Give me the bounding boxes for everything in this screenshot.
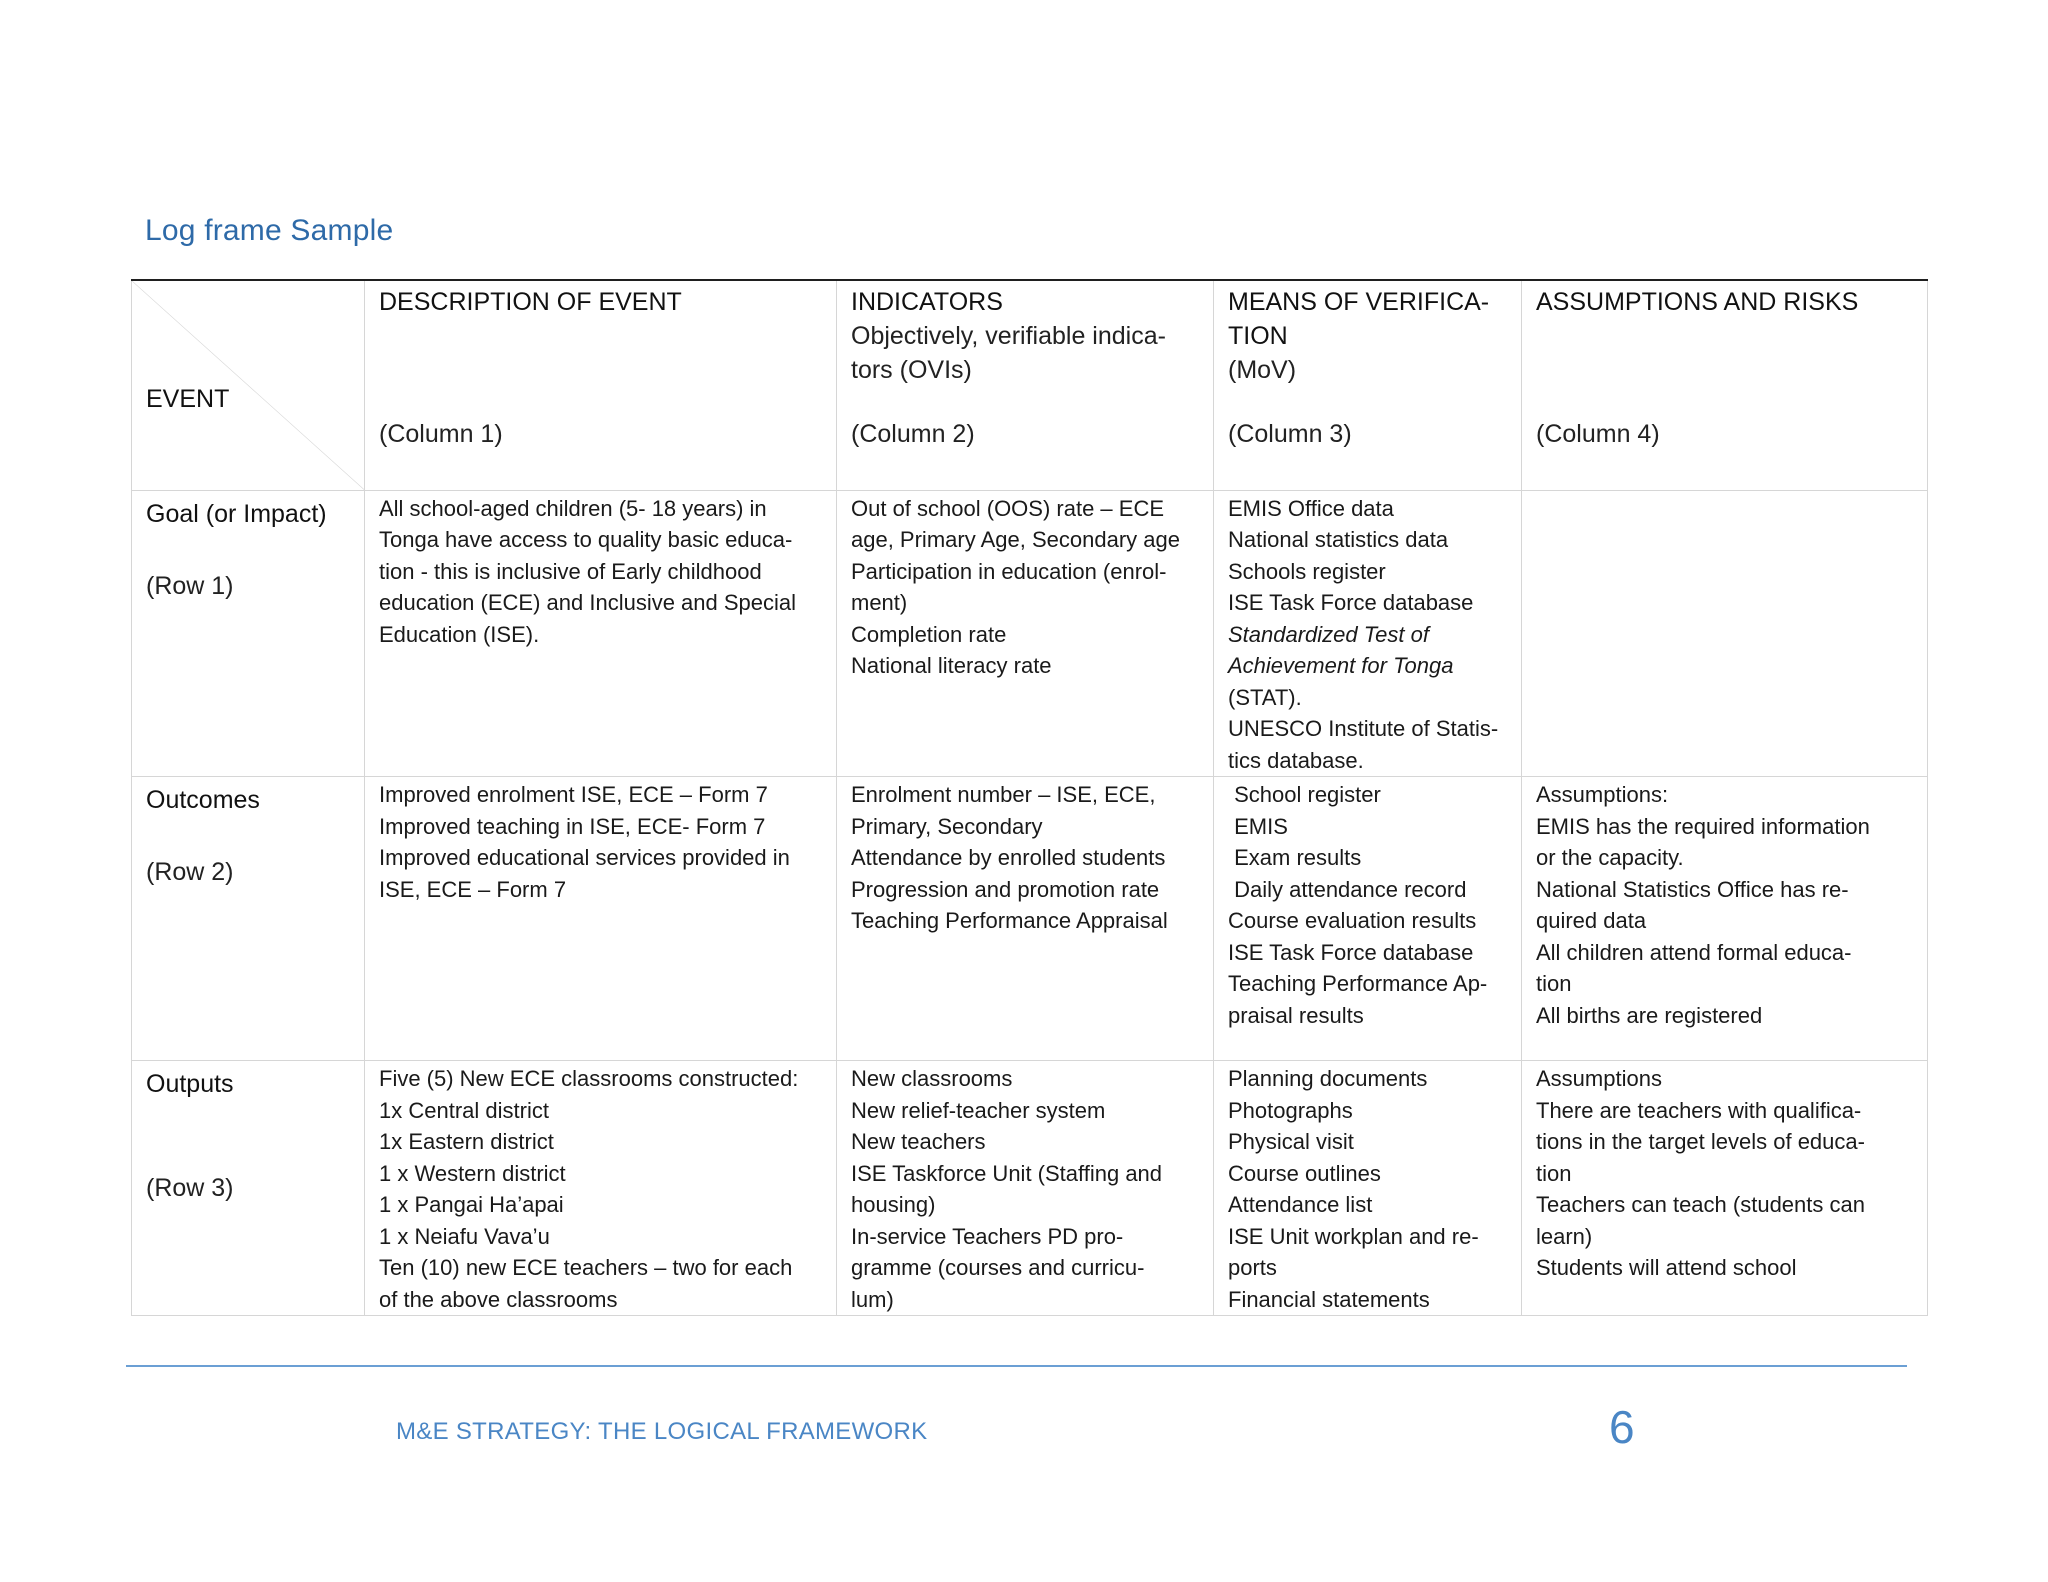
column-header-4 bbox=[1522, 280, 1928, 490]
cell-line: Progression and promotion rate bbox=[851, 876, 1160, 902]
table-cell bbox=[1214, 1061, 1522, 1316]
cell-line: Teaching Performance Ap- bbox=[1228, 971, 1488, 996]
table-cell bbox=[1214, 777, 1522, 1061]
header-row bbox=[132, 280, 1928, 490]
footer-title: M&E STRATEGY: THE LOGICAL FRAMEWORK bbox=[396, 1418, 928, 1445]
cell-line: Teachers can teach (students can bbox=[1536, 1192, 1865, 1217]
table-cell bbox=[365, 777, 837, 1061]
cell-line: In-service Teachers PD pro- bbox=[851, 1223, 1124, 1249]
cell-line: ment) bbox=[851, 590, 908, 615]
cell-line: tion bbox=[1536, 1160, 1572, 1186]
row-label: (Row 3) bbox=[146, 1174, 234, 1202]
cell-line: Improved educational services provided in bbox=[379, 845, 790, 870]
column-title-line: TION bbox=[1228, 322, 1288, 350]
cell-line: School register bbox=[1228, 782, 1381, 807]
cell-line: Tonga have access to quality basic educa- bbox=[379, 527, 793, 552]
cell-line: Planning documents bbox=[1228, 1066, 1428, 1091]
cell-line: praisal results bbox=[1228, 1002, 1364, 1028]
column-title-line: ASSUMPTIONS AND RISKS bbox=[1536, 288, 1859, 316]
cell-line: 1 x Western district bbox=[379, 1160, 566, 1186]
cell-line: tions in the target levels of educa- bbox=[1536, 1129, 1865, 1154]
table-row bbox=[132, 490, 1928, 777]
cell-line: Assumptions: bbox=[1536, 782, 1669, 807]
cell-line: New relief-teacher system bbox=[851, 1097, 1106, 1123]
row-header-cell bbox=[132, 777, 365, 1061]
cell-line: age, Primary Age, Secondary age bbox=[851, 527, 1180, 552]
cell-line: Standardized Test of bbox=[1228, 621, 1429, 647]
corner-cell bbox=[132, 280, 365, 490]
cell-line: New teachers bbox=[851, 1129, 986, 1154]
cell-line: Enrolment number – ISE, ECE, bbox=[851, 782, 1156, 807]
cell-line: National Statistics Office has re- bbox=[1536, 876, 1849, 902]
cell-line: Improved teaching in ISE, ECE- Form 7 bbox=[379, 813, 766, 839]
cell-line: of the above classrooms bbox=[379, 1286, 618, 1312]
table-cell bbox=[837, 777, 1214, 1061]
cell-line: 1x Central district bbox=[379, 1097, 549, 1123]
cell-line: Schools register bbox=[1228, 558, 1386, 584]
cell-line: Attendance list bbox=[1228, 1192, 1373, 1217]
footer-divider bbox=[126, 1365, 1907, 1367]
cell-line: EMIS has the required information bbox=[1536, 813, 1870, 839]
cell-line: Education (ISE). bbox=[379, 621, 540, 647]
table-cell bbox=[837, 1061, 1214, 1316]
cell-line: All births are registered bbox=[1536, 1002, 1763, 1028]
cell-line: lum) bbox=[851, 1286, 894, 1312]
table-row bbox=[132, 777, 1928, 1061]
cell-line: (STAT). bbox=[1228, 684, 1302, 710]
cell-line: housing) bbox=[851, 1192, 936, 1217]
cell-line: Completion rate bbox=[851, 621, 1007, 647]
cell-line: New classrooms bbox=[851, 1066, 1013, 1091]
column-subtitle-line: Objectively, verifiable indica- bbox=[851, 322, 1166, 350]
row-title: Goal (or Impact) bbox=[146, 499, 327, 528]
row-header-cell bbox=[132, 490, 365, 777]
cell-line: All children attend formal educa- bbox=[1536, 939, 1852, 965]
cell-line: Out of school (OOS) rate – ECE bbox=[851, 495, 1165, 521]
cell-line: education (ECE) and Inclusive and Special bbox=[379, 590, 797, 615]
row-label: (Row 1) bbox=[146, 571, 234, 600]
column-header-3 bbox=[1214, 280, 1522, 490]
cell-line: gramme (courses and curricu- bbox=[851, 1255, 1145, 1280]
cell-line: Daily attendance record bbox=[1228, 876, 1467, 902]
cell-line: EMIS bbox=[1228, 813, 1288, 839]
table-cell bbox=[1214, 490, 1522, 777]
cell-line: EMIS Office data bbox=[1228, 495, 1394, 521]
cell-line: learn) bbox=[1536, 1223, 1593, 1249]
table-cell bbox=[365, 1061, 837, 1316]
cell-line: UNESCO Institute of Statis- bbox=[1228, 716, 1499, 741]
table-cell bbox=[1522, 777, 1928, 1061]
row-header-cell bbox=[132, 1061, 365, 1316]
table-cell bbox=[365, 490, 837, 777]
cell-line: Financial statements bbox=[1228, 1286, 1430, 1312]
cell-line: 1 x Neiafu Vava’u bbox=[379, 1223, 550, 1249]
table-cell bbox=[837, 490, 1214, 777]
cell-line: Physical visit bbox=[1228, 1129, 1354, 1154]
cell-line: Course evaluation results bbox=[1228, 908, 1477, 933]
cell-line: quired data bbox=[1536, 908, 1647, 933]
column-subtitle-line: (MoV) bbox=[1228, 356, 1297, 384]
column-title-line: MEANS OF VERIFICA- bbox=[1228, 288, 1490, 316]
corner-label: EVENT bbox=[146, 385, 230, 413]
cell-line: There are teachers with qualifica- bbox=[1536, 1097, 1862, 1123]
cell-line: or the capacity. bbox=[1536, 845, 1684, 870]
section-heading: Log frame Sample bbox=[145, 214, 394, 247]
row-label: (Row 2) bbox=[146, 858, 234, 886]
cell-line: tion - this is inclusive of Early childhood bbox=[379, 558, 762, 584]
cell-line: 1x Eastern district bbox=[379, 1129, 554, 1154]
column-label: (Column 2) bbox=[851, 420, 975, 448]
cell-line: Improved enrolment ISE, ECE – Form 7 bbox=[379, 782, 768, 807]
cell-line: Assumptions bbox=[1536, 1066, 1662, 1091]
cell-line: Primary, Secondary bbox=[851, 813, 1043, 839]
cell-line: ISE Unit workplan and re- bbox=[1228, 1223, 1479, 1249]
logframe-table bbox=[131, 279, 1928, 1316]
cell-line: Participation in education (enrol- bbox=[851, 558, 1167, 584]
cell-line: National statistics data bbox=[1228, 527, 1449, 552]
column-header-2 bbox=[837, 280, 1214, 490]
cell-line: ports bbox=[1228, 1255, 1277, 1280]
column-subtitle-line: tors (OVIs) bbox=[851, 356, 972, 384]
cell-line: Photographs bbox=[1228, 1097, 1353, 1123]
table-cell bbox=[1522, 1061, 1928, 1316]
column-label: (Column 4) bbox=[1536, 420, 1660, 448]
cell-line: Ten (10) new ECE teachers – two for each bbox=[379, 1255, 793, 1280]
cell-line: ISE, ECE – Form 7 bbox=[379, 876, 567, 902]
cell-line: tics database. bbox=[1228, 747, 1364, 773]
row-title: Outputs bbox=[146, 1070, 234, 1098]
column-label: (Column 3) bbox=[1228, 420, 1352, 448]
table-row bbox=[132, 1061, 1928, 1316]
row-title: Outcomes bbox=[146, 786, 260, 814]
cell-line: Exam results bbox=[1228, 845, 1362, 870]
cell-line: Achievement for Tonga bbox=[1228, 653, 1454, 678]
column-label: (Column 1) bbox=[379, 420, 503, 448]
cell-line: All school-aged children (5- 18 years) in bbox=[379, 495, 767, 521]
cell-line: 1 x Pangai Ha’apai bbox=[379, 1192, 564, 1217]
cell-line: Students will attend school bbox=[1536, 1255, 1797, 1280]
cell-line: Teaching Performance Appraisal bbox=[851, 908, 1168, 933]
column-title-line: DESCRIPTION OF EVENT bbox=[379, 288, 682, 316]
cell-line: ISE Taskforce Unit (Staffing and bbox=[851, 1160, 1163, 1186]
cell-line: tion bbox=[1536, 971, 1572, 996]
cell-line: Course outlines bbox=[1228, 1160, 1381, 1186]
table-cell bbox=[1522, 490, 1928, 777]
column-title-line: INDICATORS bbox=[851, 288, 1003, 316]
cell-line: Five (5) New ECE classrooms constructed: bbox=[379, 1066, 799, 1091]
cell-line: ISE Task Force database bbox=[1228, 590, 1474, 615]
cell-line: National literacy rate bbox=[851, 653, 1052, 678]
page-number: 6 bbox=[1609, 1401, 1635, 1453]
column-header-1 bbox=[365, 280, 837, 490]
cell-line: ISE Task Force database bbox=[1228, 939, 1474, 965]
cell-line: Attendance by enrolled students bbox=[851, 845, 1166, 870]
